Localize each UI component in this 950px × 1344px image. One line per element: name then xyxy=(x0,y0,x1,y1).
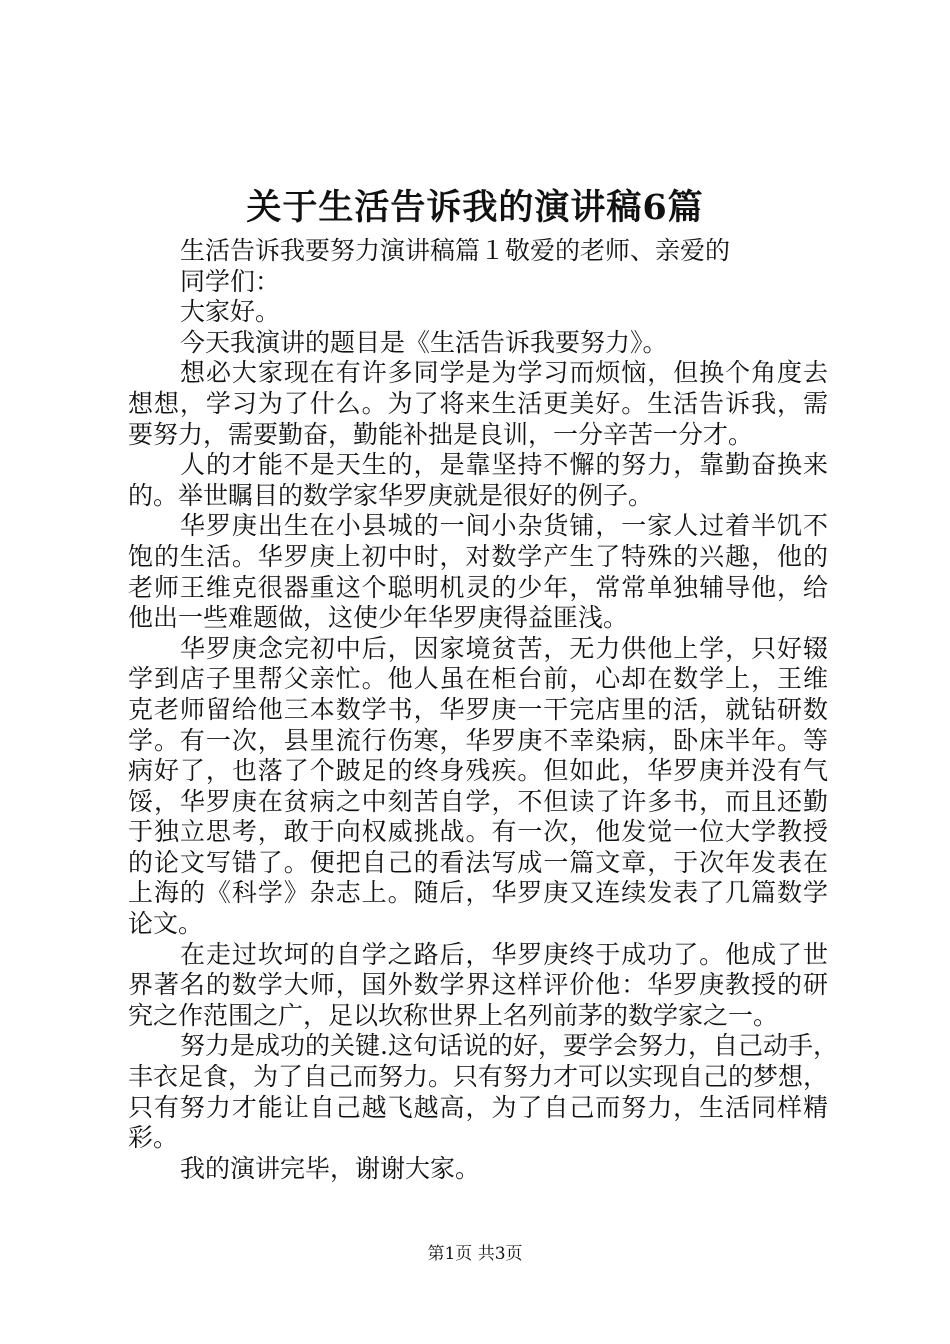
text-line: 华罗庚出生在小县城的一间小杂货铺，一家人过着半饥不 xyxy=(180,511,828,541)
text-line: 界著名的数学大师，国外数学界这样评价他：华罗庚教授的研 xyxy=(128,970,828,1000)
page-footer: 第1页 共3页 xyxy=(427,1244,523,1264)
text-line: 彩。 xyxy=(128,1123,179,1153)
text-line: 我的演讲完毕，谢谢大家。 xyxy=(180,1153,481,1183)
text-line: 在走过坎坷的自学之路后，华罗庚终于成功了。他成了世 xyxy=(180,939,828,969)
document-title: 关于生活告诉我的演讲稿6篇 xyxy=(246,187,704,228)
text-line: 究之作范围之广，足以坎称世界上名列前茅的数学家之一。 xyxy=(128,1000,779,1030)
text-line: 人的才能不是天生的，是靠坚持不懈的努力，靠勤奋换来 xyxy=(180,450,828,480)
text-line: 于独立思考，敢于向权威挑战。有一次，他发觉一位大学教授 xyxy=(128,817,828,847)
text-line: 克老师留给他三本数学书，华罗庚一干完店里的活，就钻研数 xyxy=(128,694,828,724)
text-line: 努力是成功的关键.这句话说的好，要学会努力，自己动手， xyxy=(180,1031,838,1061)
text-line: 饱的生活。华罗庚上初中时，对数学产生了特殊的兴趣，他的 xyxy=(128,541,828,571)
text-line: 丰衣足食，为了自己而努力。只有努力才可以实现自己的梦想， xyxy=(128,1062,829,1092)
text-line: 学。有一次，县里流行伤寒，华罗庚不幸染病，卧床半年。等 xyxy=(128,725,828,755)
text-line: 老师王维克很器重这个聪明机灵的少年，常常单独辅导他，给 xyxy=(128,572,828,602)
text-line: 病好了，也落了个跛足的终身残疾。但如此，华罗庚并没有气 xyxy=(128,756,828,786)
text-line: 华罗庚念完初中后，因家境贫苦，无力供他上学，只好辍 xyxy=(180,633,828,663)
text-line: 同学们： xyxy=(180,266,281,296)
text-line: 想必大家现在有许多同学是为学习而烦恼，但换个角度去 xyxy=(180,358,828,388)
text-line: 生活告诉我要努力演讲稿篇１敬爱的老师、亲爱的 xyxy=(180,236,731,265)
text-line: 的。举世瞩目的数学家华罗庚就是很好的例子。 xyxy=(128,480,654,510)
text-line: 学到店子里帮父亲忙。他人虽在柜台前，心却在数学上，王维 xyxy=(128,664,828,694)
text-line: 要努力，需要勤奋，勤能补拙是良训，一分辛苦一分才。 xyxy=(128,419,754,449)
text-line: 论文。 xyxy=(128,909,204,939)
text-line: 馁，华罗庚在贫病之中刻苦自学，不但读了许多书，而且还勤 xyxy=(128,786,828,816)
document-body xyxy=(128,236,838,1184)
text-line: 想想，学习为了什么。为了将来生活更美好。生活告诉我，需 xyxy=(128,388,828,418)
text-line: 的论文写错了。便把自己的看法写成一篇文章，于次年发表在 xyxy=(128,847,828,877)
text-line: 他出一些难题做，这使少年华罗庚得益匪浅。 xyxy=(128,603,629,633)
text-line: 只有努力才能让自己越飞越高，为了自己而努力，生活同样精 xyxy=(128,1092,828,1122)
text-line: 大家好。 xyxy=(180,297,281,327)
text-line: 今天我演讲的题目是《生活告诉我要努力》。 xyxy=(180,327,668,357)
text-line: 上海的《科学》杂志上。随后，华罗庚又连续发表了几篇数学 xyxy=(128,878,828,908)
